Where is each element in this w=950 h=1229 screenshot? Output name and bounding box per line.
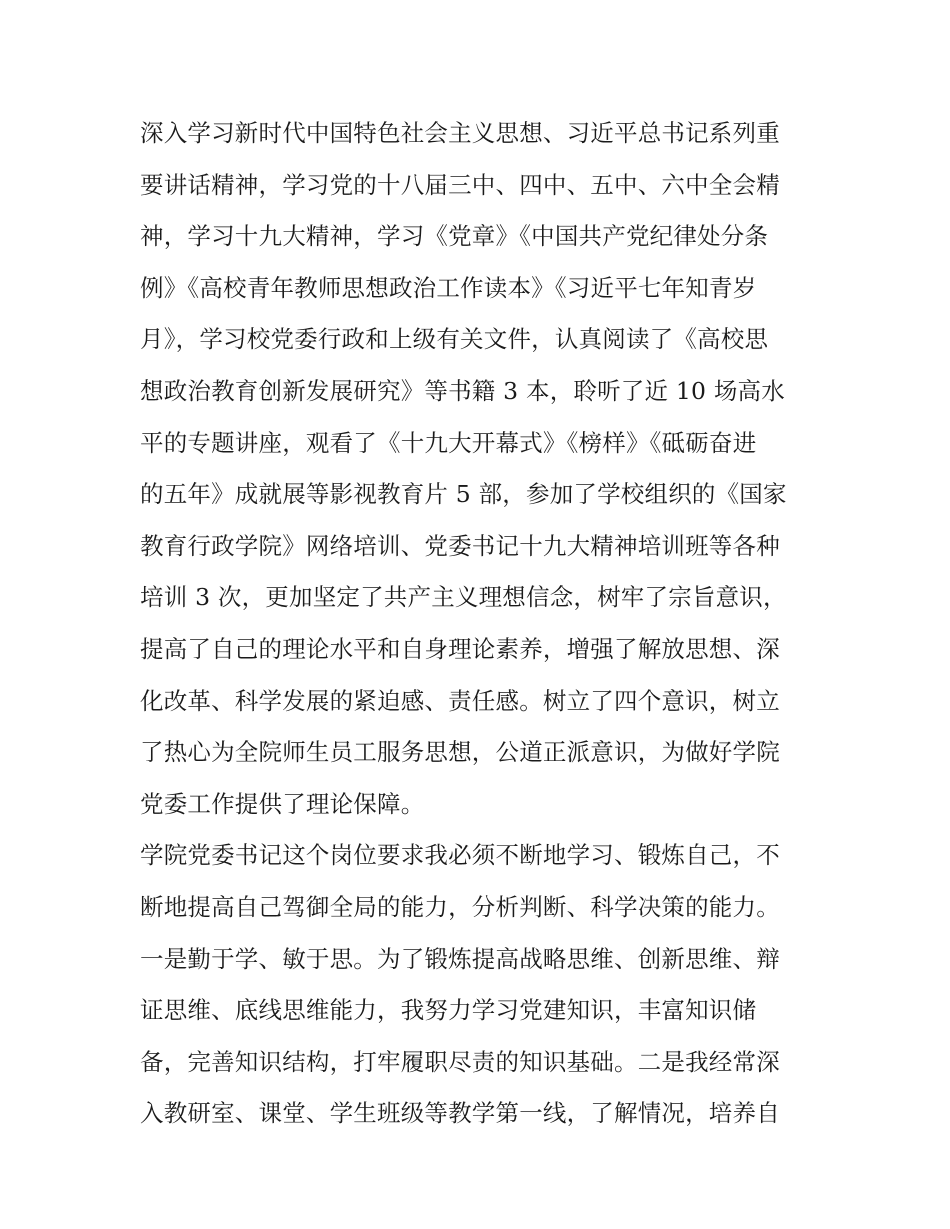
text-line: 提高了自己的理论水平和自身理论素养，增强了解放思想、深 <box>140 634 780 663</box>
text-line: 断地提高自己驾御全局的能力，分析判断、科学决策的能力。 <box>140 892 780 921</box>
text-line: 化改革、科学发展的紧迫感、责任感。树立了四个意识，树立 <box>140 686 780 715</box>
text-line: 月》，学习校党委行政和上级有关文件，认真阅读了《高校思 <box>140 325 769 354</box>
text-line: 教育行政学院》网络培训、党委书记十九大精神培训班等各种 <box>140 531 780 560</box>
text-line: 要讲话精神，学习党的十八届三中、四中、五中、六中全会精 <box>140 170 780 199</box>
body-text <box>140 108 820 1140</box>
text-line: 学院党委书记这个岗位要求我必须不断地学习、锻炼自己，不 <box>140 841 780 870</box>
text-line: 了热心为全院师生员工服务思想，公道正派意识，为做好学院 <box>140 738 780 767</box>
text-line: 入教研室、课堂、学生班级等教学第一线，了解情况，培养自 <box>140 1099 780 1128</box>
text-line: 证思维、底线思维能力，我努力学习党建知识，丰富知识储 <box>140 996 757 1025</box>
text-line: 例》《高校青年教师思想政治工作读本》《习近平七年知青岁 <box>140 273 757 302</box>
text-line: 备，完善知识结构，打牢履职尽责的知识基础。二是我经常深 <box>140 1047 780 1076</box>
text-line: 的五年》成就展等影视教育片 5 部，参加了学校组织的《国家 <box>140 480 787 509</box>
text-line: 想政治教育创新发展研究》等书籍 3 本，聆听了近 10 场高水 <box>140 376 785 405</box>
text-line: 一是勤于学、敏于思。为了锻炼提高战略思维、创新思维、辩 <box>140 944 780 973</box>
text-line: 平的专题讲座，观看了《十九大开幕式》《榜样》《砥砺奋进 <box>140 428 757 457</box>
text-line: 深入学习新时代中国特色社会主义思想、习近平总书记系列重 <box>140 119 780 147</box>
text-line: 党委工作提供了理论保障。 <box>140 789 425 818</box>
text-line: 神，学习十九大精神，学习《党章》《中国共产党纪律处分条 <box>140 222 769 251</box>
text-line: 培训 3 次，更加坚定了共产主义理想信念，树牢了宗旨意识， <box>140 583 787 612</box>
